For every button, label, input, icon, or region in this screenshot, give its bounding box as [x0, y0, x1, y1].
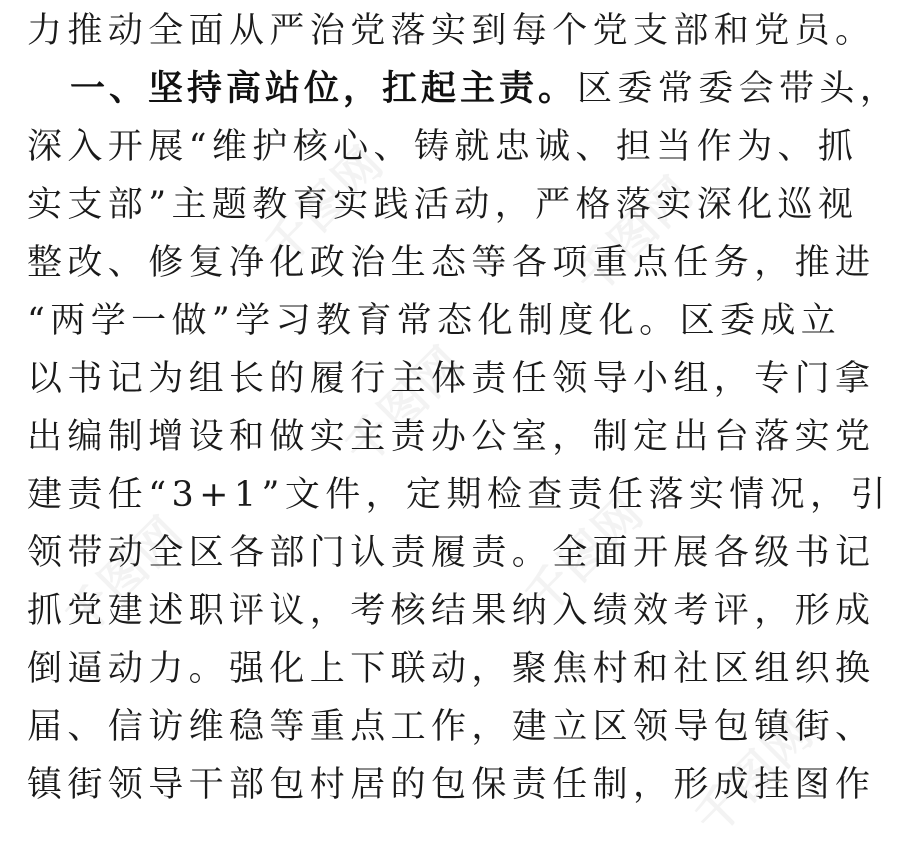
paragraph-line: 整改、修复净化政治生态等各项重点任务，推进: [27, 243, 876, 283]
section-heading-continuation: 区委常委会带头，: [577, 69, 900, 109]
paragraph-line: 倒逼动力。强化上下联动，聚焦村和社区组织换: [27, 649, 876, 689]
paragraph-line: 建责任“3+1”文件，定期检查责任落实情况，引: [27, 475, 891, 515]
paragraph-line: 领带动全区各部门认责履责。全面开展各级书记: [27, 533, 876, 573]
paragraph-line: 出编制增设和做实主责办公室，制定出台落实党: [27, 417, 876, 457]
section-heading: 一、坚持高站位，扛起主责。: [70, 69, 578, 109]
paragraph-line: 届、信访维稳等重点工作，建立区领导包镇街、: [27, 707, 876, 747]
paragraph-line: 抓党建述职评议，考核结果纳入绩效考评，形成: [27, 591, 876, 631]
paragraph-line: 镇街领导干部包村居的包保责任制，形成挂图作: [27, 765, 876, 805]
watermark-text: 千图网: [684, 705, 825, 846]
section-heading-line: [70, 62, 900, 116]
watermark-text: 千图网: [514, 485, 655, 626]
watermark-text: 千图网: [334, 335, 475, 476]
paragraph-line: “两学一做”学习教育常态化制度化。区委成立: [27, 301, 842, 341]
paragraph-line: 实支部”主题教育实践活动，严格落实深化巡视: [27, 185, 859, 225]
watermark-text: 千图网: [54, 505, 195, 646]
watermark-text: 千图网: [254, 135, 395, 276]
paragraph-line: 深入开展“维护核心、铸就忠诚、担当作为、抓: [27, 127, 859, 167]
paragraph-line: 力推动全面从严治党落实到每个党支部和党员。: [27, 11, 876, 51]
watermark-text: 千图网: [564, 165, 705, 306]
paragraph-line: 以书记为组长的履行主体责任领导小组，专门拿: [27, 359, 876, 399]
